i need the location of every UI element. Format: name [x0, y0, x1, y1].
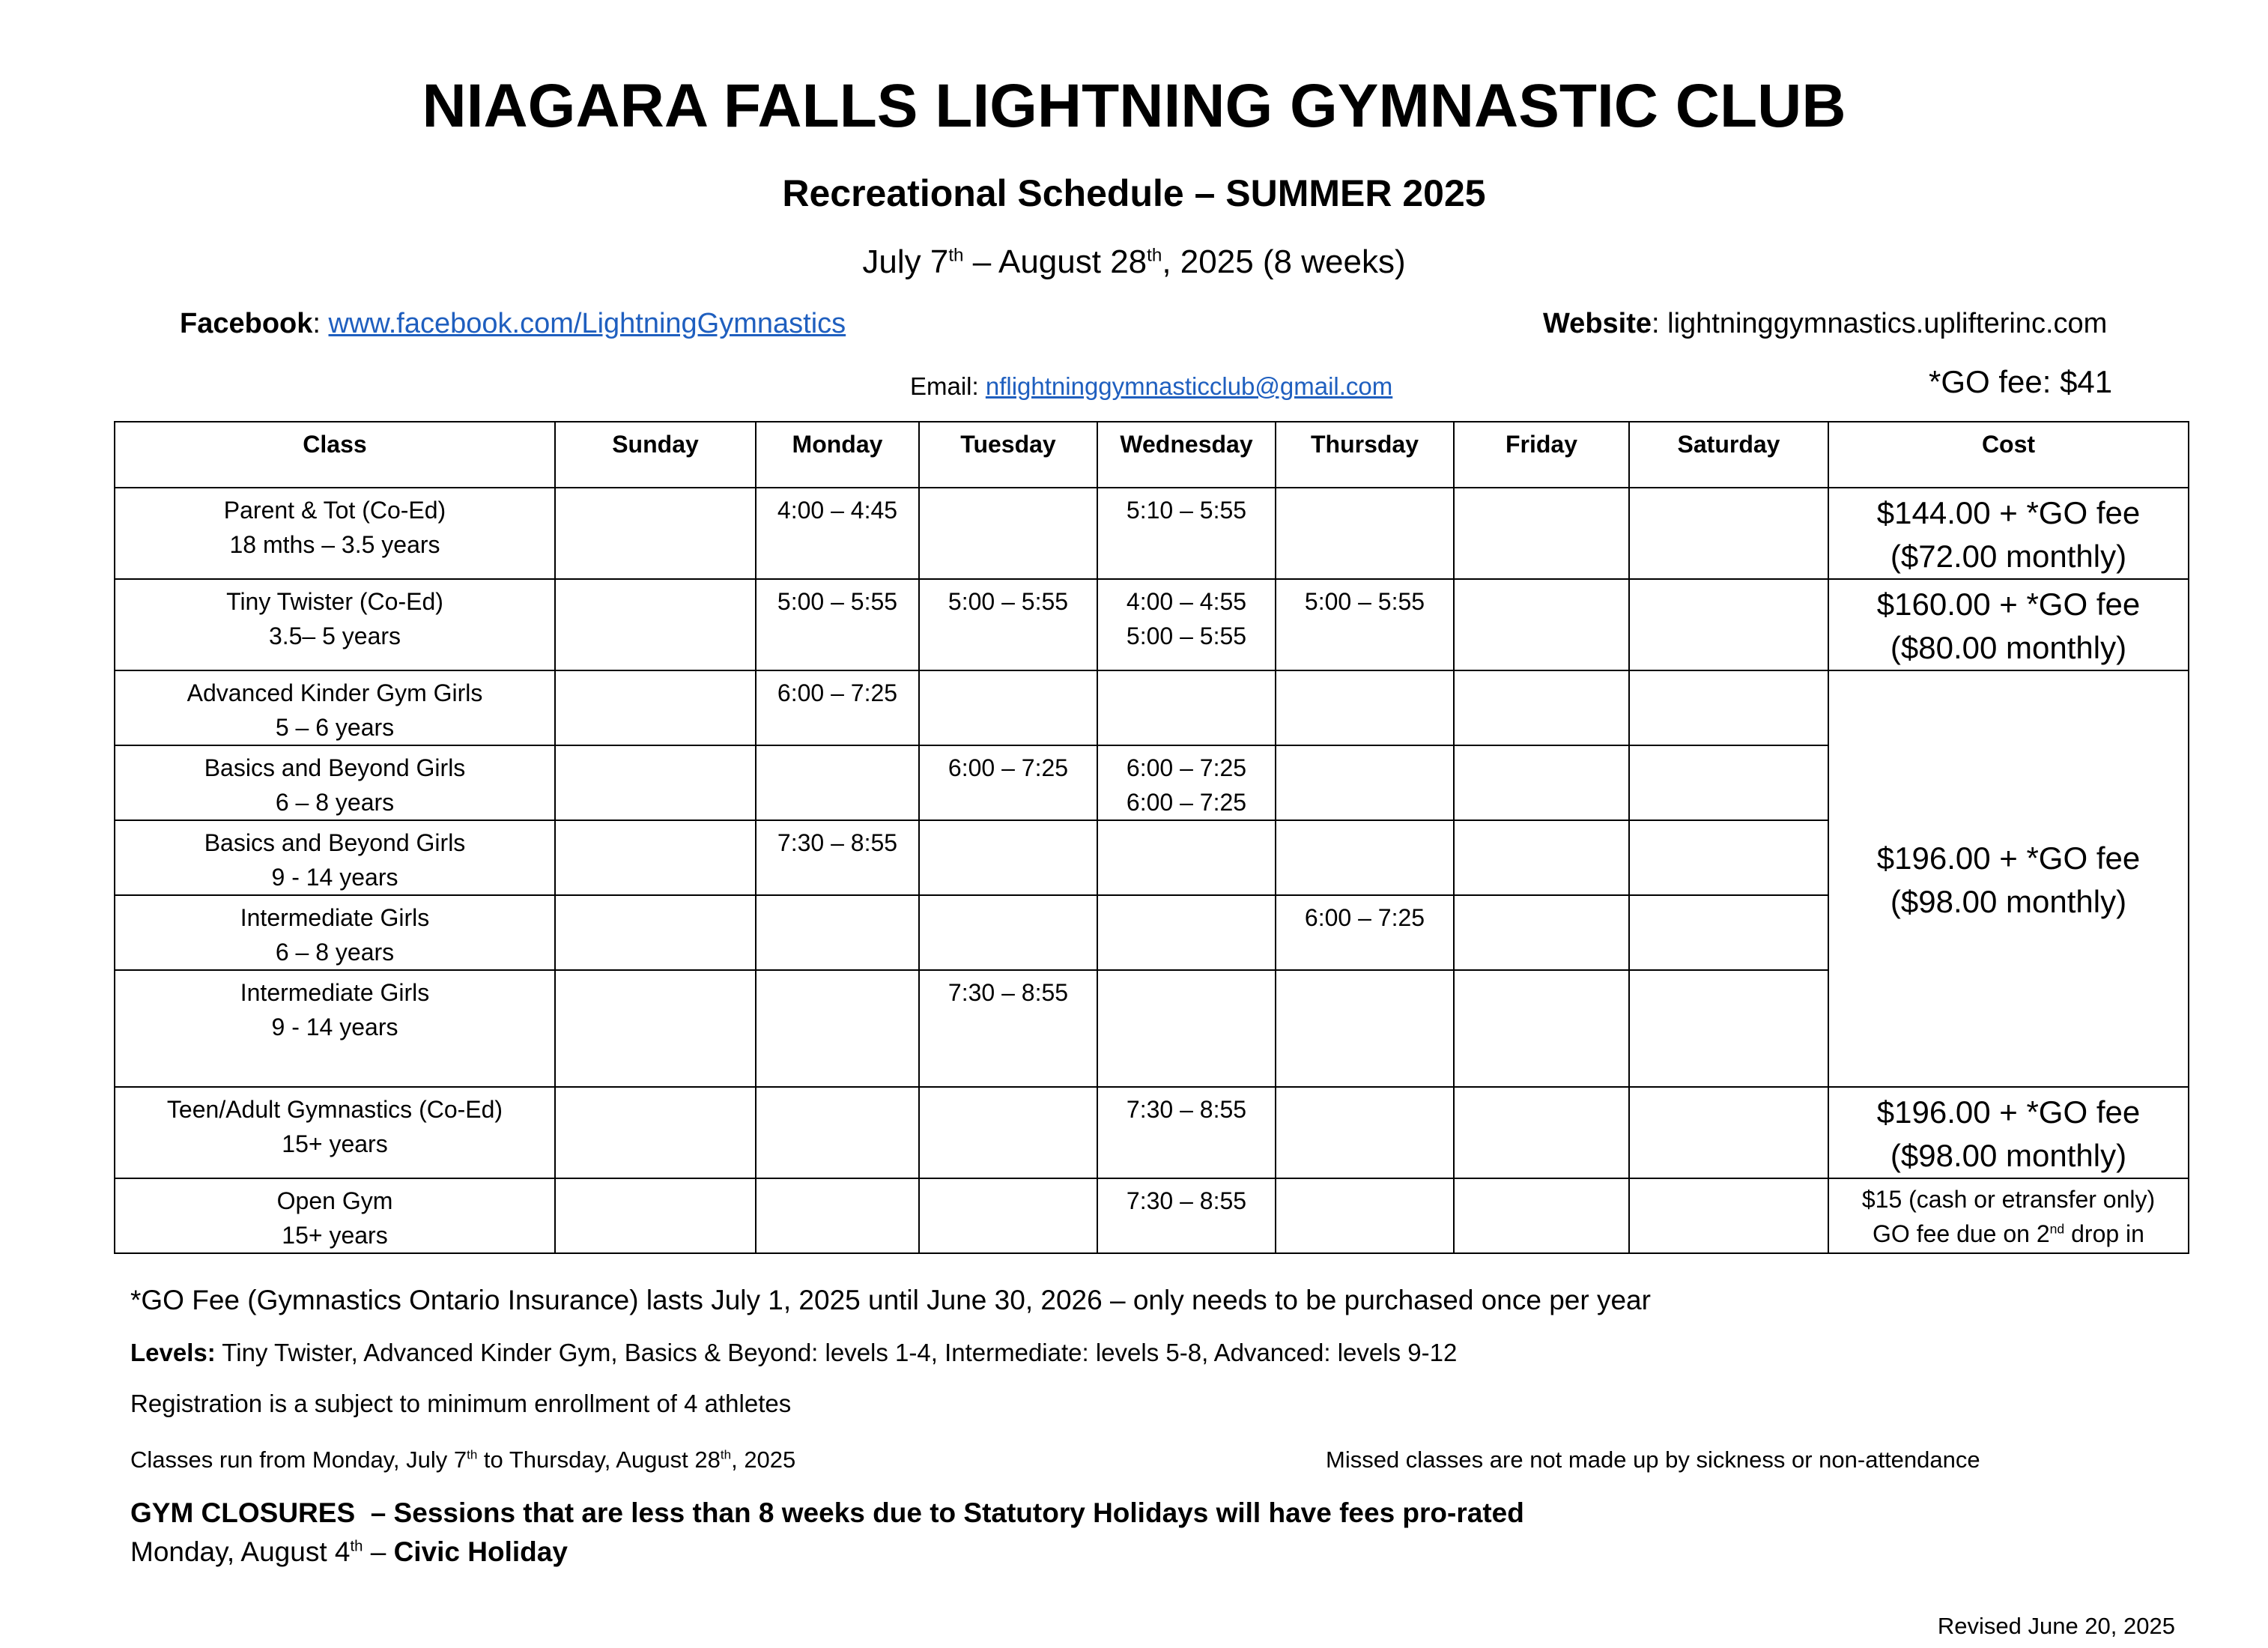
class-name: Basics and Beyond Girls [204, 829, 466, 856]
class-age: 15+ years [282, 1222, 388, 1249]
time-slot: 7:30 – 8:55 [1126, 1187, 1247, 1214]
friday-cell [1454, 579, 1629, 670]
wednesday-cell [1097, 670, 1276, 745]
monday-cell [756, 1087, 919, 1178]
schedule-table [114, 421, 2189, 1254]
table-row [115, 579, 2189, 670]
saturday-cell [1629, 820, 1828, 895]
tuesday-cell [919, 579, 1097, 670]
facebook-sep: : [312, 308, 329, 339]
time-slot: 5:00 – 5:55 [1126, 622, 1247, 649]
cost-cell [1828, 1087, 2189, 1178]
header-saturday: Saturday [1629, 422, 1828, 488]
tuesday-cell [919, 488, 1097, 579]
class-name: Tiny Twister (Co-Ed) [226, 588, 443, 615]
facebook-label: Facebook [180, 308, 313, 339]
thursday-cell [1276, 670, 1454, 745]
tuesday-cell [919, 1087, 1097, 1178]
saturday-cell [1629, 745, 1828, 820]
time-slot: 5:00 – 5:55 [777, 588, 898, 615]
class-age: 3.5– 5 years [268, 622, 401, 649]
cost-note-pre: GO fee due on 2 [1873, 1220, 2050, 1247]
class-name: Basics and Beyond Girls [204, 754, 466, 781]
email-info [910, 370, 1392, 403]
monday-cell [756, 970, 919, 1087]
class-cell [115, 1087, 555, 1178]
class-cell [115, 579, 555, 670]
page-title: NIAGARA FALLS LIGHTNING GYMNASTIC CLUB [422, 72, 1846, 140]
website-url: lightninggymnastics.uplifterinc.com [1667, 308, 2108, 339]
class-name: Advanced Kinder Gym Girls [187, 679, 483, 706]
closures-label: GYM CLOSURES [130, 1497, 356, 1528]
tuesday-cell [919, 820, 1097, 895]
monday-cell [756, 895, 919, 970]
wednesday-cell [1097, 579, 1276, 670]
cost-price: $160.00 + *GO fee [1876, 587, 2141, 622]
class-name: Intermediate Girls [240, 904, 430, 931]
saturday-cell [1629, 670, 1828, 745]
sunday-cell [555, 670, 756, 745]
friday-cell [1454, 895, 1629, 970]
tuesday-cell [919, 745, 1097, 820]
thursday-cell [1276, 579, 1454, 670]
go-fee-note: *GO Fee (Gymnastics Ontario Insurance) lasts July 1, 2025 until June 30, 2026 – only needs to be purchased once per year [130, 1285, 1651, 1315]
holiday-date-sup: th [350, 1538, 363, 1555]
cost-note-sup: nd [2049, 1221, 2065, 1237]
thursday-cell [1276, 488, 1454, 579]
table-row [115, 1087, 2189, 1178]
thursday-cell [1276, 820, 1454, 895]
classes-run-end: , 2025 [731, 1446, 796, 1473]
header-friday: Friday [1454, 422, 1629, 488]
time-slot: 5:10 – 5:55 [1126, 497, 1247, 524]
email-link[interactable]: nflightninggymnasticclub@gmail.com [985, 372, 1393, 400]
friday-cell [1454, 488, 1629, 579]
dates-end-sup: th [1147, 245, 1162, 266]
class-age: 6 – 8 years [275, 939, 395, 966]
tuesday-cell [919, 1178, 1097, 1253]
header-monday: Monday [756, 422, 919, 488]
cost-monthly: ($98.00 monthly) [1890, 1138, 2127, 1173]
sunday-cell [555, 488, 756, 579]
monday-cell [756, 670, 919, 745]
table-row [115, 488, 2189, 579]
cost-price: $196.00 + *GO fee [1876, 840, 2141, 876]
classes-run-mid: to Thursday, August 28 [477, 1446, 721, 1473]
class-age: 9 - 14 years [271, 864, 398, 891]
classes-run-end-sup: th [720, 1447, 732, 1462]
missed-classes-note: Missed classes are not made up by sickness or non-attendance [1326, 1446, 1980, 1473]
website-info [1543, 306, 2107, 342]
time-slot: 7:30 – 8:55 [1126, 1096, 1247, 1123]
sunday-cell [555, 1087, 756, 1178]
revised-date: Revised June 20, 2025 [1937, 1613, 2175, 1639]
holiday-sep: – [363, 1536, 394, 1567]
time-slot: 6:00 – 7:25 [1126, 754, 1247, 781]
class-cell [115, 745, 555, 820]
cost-note [1832, 1217, 2185, 1251]
time-slot: 6:00 – 7:25 [947, 754, 1069, 781]
wednesday-cell [1097, 1087, 1276, 1178]
monday-cell [756, 820, 919, 895]
time-slot: 6:00 – 7:25 [1126, 789, 1247, 816]
classes-run-note [130, 1444, 795, 1476]
sunday-cell [555, 579, 756, 670]
saturday-cell [1629, 1178, 1828, 1253]
session-dates [0, 241, 2268, 283]
cost-cell [1828, 579, 2189, 670]
table-header-row [115, 422, 2189, 488]
time-slot: 5:00 – 5:55 [947, 588, 1069, 615]
cost-monthly: ($80.00 monthly) [1890, 630, 2127, 665]
class-cell [115, 970, 555, 1087]
header-class: Class [115, 422, 555, 488]
wednesday-cell [1097, 895, 1276, 970]
sunday-cell [555, 820, 756, 895]
levels-label: Levels: [130, 1339, 216, 1366]
thursday-cell [1276, 970, 1454, 1087]
class-age: 6 – 8 years [275, 789, 395, 816]
class-name: Open Gym [276, 1187, 393, 1214]
sunday-cell [555, 895, 756, 970]
saturday-cell [1629, 895, 1828, 970]
class-cell [115, 670, 555, 745]
classes-run-start-sup: th [467, 1447, 478, 1462]
gym-closures-note [130, 1495, 1524, 1531]
saturday-cell [1629, 970, 1828, 1087]
dates-start-sup: th [948, 245, 964, 266]
holiday-date: Monday, August 4 [130, 1536, 351, 1567]
facebook-info [180, 306, 846, 342]
thursday-cell [1276, 1087, 1454, 1178]
class-cell [115, 820, 555, 895]
monday-cell [756, 745, 919, 820]
holiday-name: Civic Holiday [393, 1536, 568, 1567]
header-thursday: Thursday [1276, 422, 1454, 488]
monday-cell [756, 1178, 919, 1253]
website-label: Website [1543, 308, 1652, 339]
friday-cell [1454, 1178, 1629, 1253]
cost-note-post: drop in [2064, 1220, 2144, 1247]
wednesday-cell [1097, 820, 1276, 895]
time-slot: 4:00 – 4:55 [1126, 588, 1247, 615]
class-age: 9 - 14 years [271, 1014, 398, 1040]
class-cell [115, 895, 555, 970]
class-name: Parent & Tot (Co-Ed) [223, 497, 446, 524]
wednesday-cell [1097, 745, 1276, 820]
dates-mid: – August 28 [963, 243, 1147, 280]
levels-text: Tiny Twister, Advanced Kinder Gym, Basics & Beyond: levels 1-4, Intermediate: levels 5-8, Advanced: levels 9-12 [215, 1339, 1458, 1366]
website-sep: : [1652, 308, 1668, 339]
class-name: Teen/Adult Gymnastics (Co-Ed) [166, 1096, 503, 1123]
cost-cell [1828, 1178, 2189, 1253]
class-age: 18 mths – 3.5 years [229, 531, 440, 558]
thursday-cell [1276, 895, 1454, 970]
facebook-link[interactable]: www.facebook.com/LightningGymnastics [328, 308, 846, 339]
header-tuesday: Tuesday [919, 422, 1097, 488]
class-name: Intermediate Girls [240, 979, 430, 1006]
wednesday-cell [1097, 970, 1276, 1087]
table-row [115, 1178, 2189, 1253]
tuesday-cell [919, 895, 1097, 970]
time-slot: 7:30 – 8:55 [947, 979, 1069, 1006]
table-row [115, 670, 2189, 745]
friday-cell [1454, 1087, 1629, 1178]
wednesday-cell [1097, 1178, 1276, 1253]
saturday-cell [1629, 1087, 1828, 1178]
time-slot: 4:00 – 4:45 [777, 497, 898, 524]
email-label: Email: [910, 372, 986, 400]
saturday-cell [1629, 579, 1828, 670]
holiday-note [130, 1534, 568, 1570]
header-cost: Cost [1828, 422, 2189, 488]
classes-run-start: Classes run from Monday, July 7 [130, 1446, 467, 1473]
cost-cell [1828, 488, 2189, 579]
wednesday-cell [1097, 488, 1276, 579]
levels-note [130, 1336, 1457, 1369]
class-age: 5 – 6 years [275, 714, 395, 741]
friday-cell [1454, 970, 1629, 1087]
time-slot: 6:00 – 7:25 [777, 679, 898, 706]
thursday-cell [1276, 1178, 1454, 1253]
time-slot: 7:30 – 8:55 [777, 829, 898, 856]
sunday-cell [555, 745, 756, 820]
header-wednesday: Wednesday [1097, 422, 1276, 488]
header-sunday: Sunday [555, 422, 756, 488]
class-age: 15+ years [282, 1130, 388, 1157]
time-slot: 5:00 – 5:55 [1304, 588, 1425, 615]
cost-price: $144.00 + *GO fee [1876, 495, 2141, 530]
cost-price: $15 (cash or etransfer only) [1861, 1186, 2156, 1213]
sunday-cell [555, 1178, 756, 1253]
registration-note: Registration is a subject to minimum enrollment of 4 athletes [130, 1390, 792, 1417]
class-cell [115, 1178, 555, 1253]
class-cell [115, 488, 555, 579]
go-fee: *GO fee: $41 [1929, 364, 2113, 399]
page-subtitle: Recreational Schedule – SUMMER 2025 [782, 172, 1486, 214]
friday-cell [1454, 670, 1629, 745]
sunday-cell [555, 970, 756, 1087]
time-slot: 6:00 – 7:25 [1304, 904, 1425, 931]
dates-end: , 2025 (8 weeks) [1162, 243, 1406, 280]
cost-monthly: ($72.00 monthly) [1890, 539, 2127, 574]
monday-cell [756, 488, 919, 579]
closures-text: – Sessions that are less than 8 weeks due to Statutory Holidays will have fees pro-rated [355, 1497, 1524, 1528]
cost-price: $196.00 + *GO fee [1876, 1094, 2141, 1130]
saturday-cell [1629, 488, 1828, 579]
friday-cell [1454, 820, 1629, 895]
tuesday-cell [919, 970, 1097, 1087]
tuesday-cell [919, 670, 1097, 745]
dates-start: July 7 [862, 243, 949, 280]
friday-cell [1454, 745, 1629, 820]
cost-monthly: ($98.00 monthly) [1890, 884, 2127, 919]
thursday-cell [1276, 745, 1454, 820]
cost-cell [1828, 670, 2189, 1087]
monday-cell [756, 579, 919, 670]
